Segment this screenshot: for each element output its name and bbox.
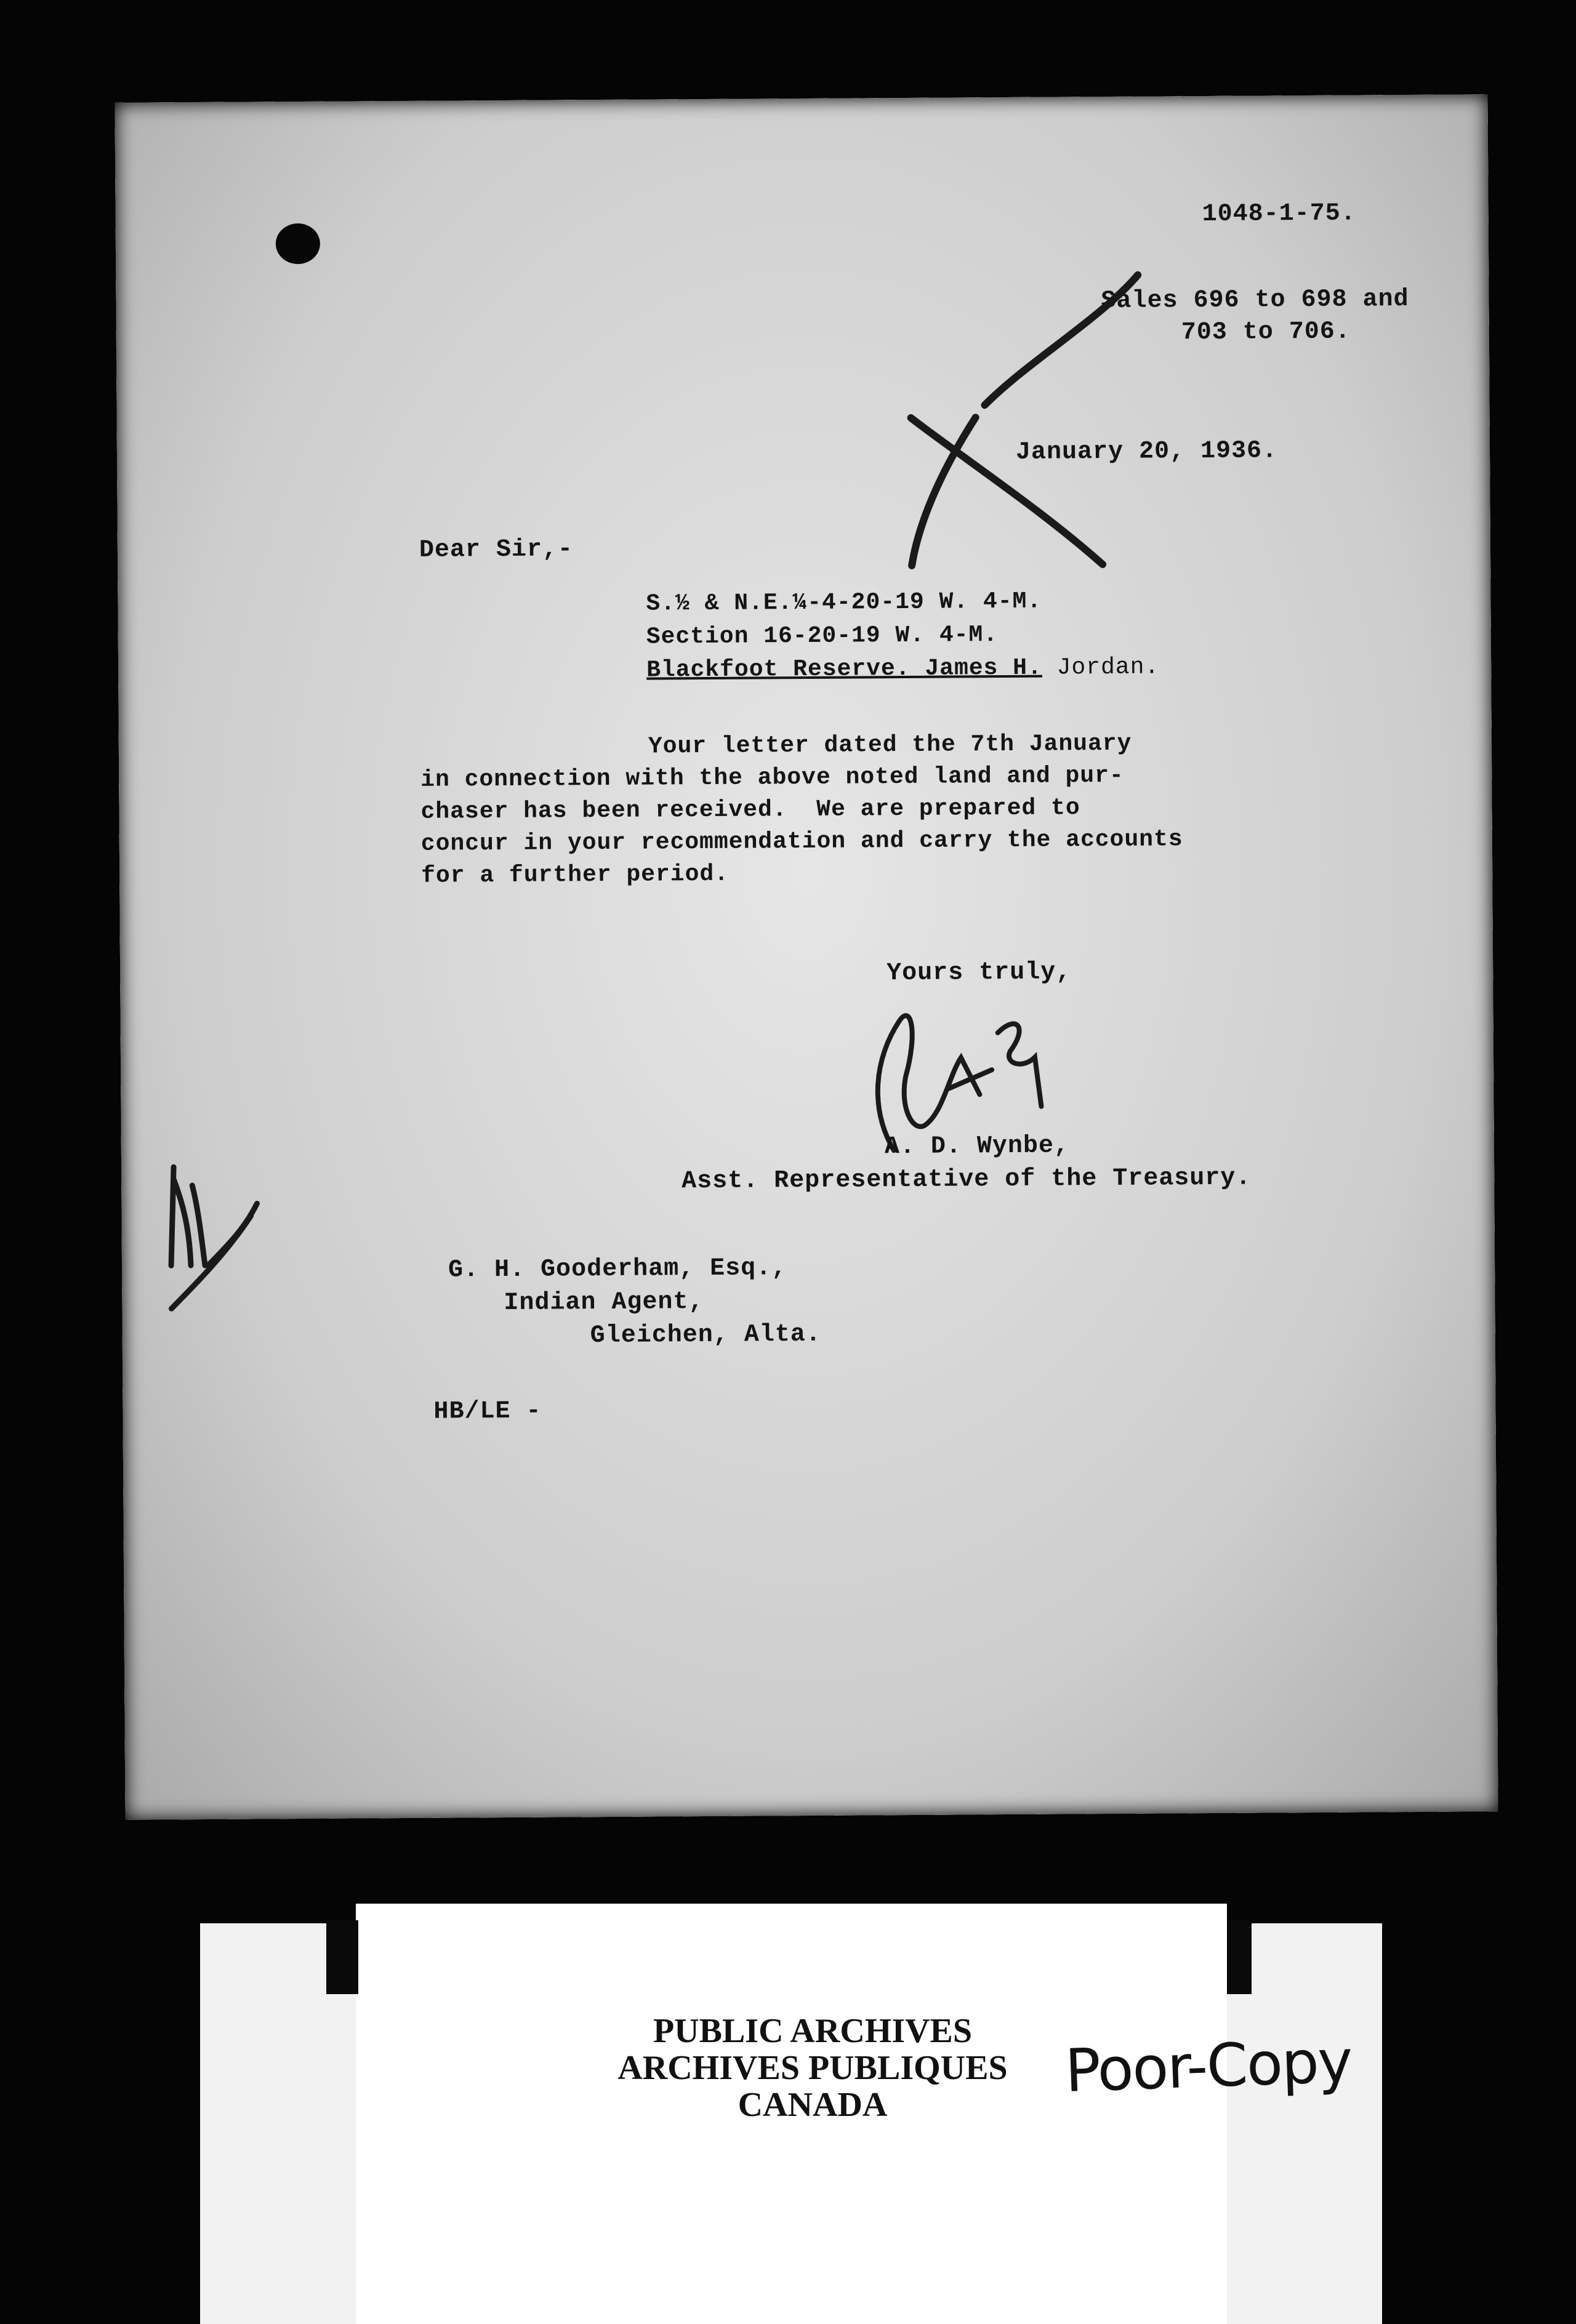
body-line-2: in connection with the above noted land and pur- [420, 762, 1124, 793]
closing: Yours truly, [886, 958, 1072, 988]
subject-line-3-underlined: Blackfoot Reserve. James H. [646, 654, 1042, 684]
card-notch-left [326, 1920, 358, 1994]
sales-line-1: Sales 696 to 698 and [1101, 286, 1409, 316]
card-notch-right [1227, 1920, 1252, 1994]
file-number: 1048-1-75. [1202, 199, 1356, 229]
cross-mark-icon [842, 274, 1164, 572]
marginal-initials-icon [146, 1142, 270, 1315]
body-line-4: concur in your recommendation and carry the accounts [420, 826, 1183, 857]
poor-copy-text: Poor-Copy [1064, 2026, 1353, 2106]
recipient-line-1: G. H. Gooderham, Esq., [448, 1254, 787, 1284]
subject-line-3 [646, 654, 1159, 683]
subject-line-2: Section 16-20-19 W. 4-M. [646, 622, 999, 651]
letter-date: January 20, 1936. [1015, 437, 1278, 467]
subject-line-1: S.½ & N.E.¼-4-20-19 W. 4-M. [646, 588, 1042, 617]
salutation: Dear Sir,- [419, 535, 574, 564]
poor-copy-note [1064, 2026, 1385, 2106]
sales-line-2: 703 to 706. [1181, 318, 1351, 347]
stamp-line-3: CANADA [738, 2086, 888, 2124]
archive-stamp [579, 2013, 1047, 2123]
punch-hole [276, 223, 320, 264]
reference-initials: HB/LE - [433, 1397, 542, 1426]
body-line-5: for a further period. [421, 860, 730, 889]
recipient-line-3: Gleichen, Alta. [590, 1320, 821, 1350]
subject-line-3-end: Jordan. [1042, 654, 1160, 681]
letter-page [115, 94, 1498, 1820]
stamp-line-2: ARCHIVES PUBLIQUES [617, 2049, 1008, 2087]
signer-title: Asst. Representative of the Treasury. [681, 1164, 1252, 1196]
recipient-line-2: Indian Agent, [504, 1288, 704, 1318]
body-line-1: Your letter dated the 7th January [648, 730, 1132, 760]
body-line-3: chaser has been received. We are prepared to [420, 795, 1080, 825]
signer-name: A. D. Wynbe, [884, 1132, 1070, 1161]
stamp-line-1: PUBLIC ARCHIVES [653, 2012, 973, 2050]
